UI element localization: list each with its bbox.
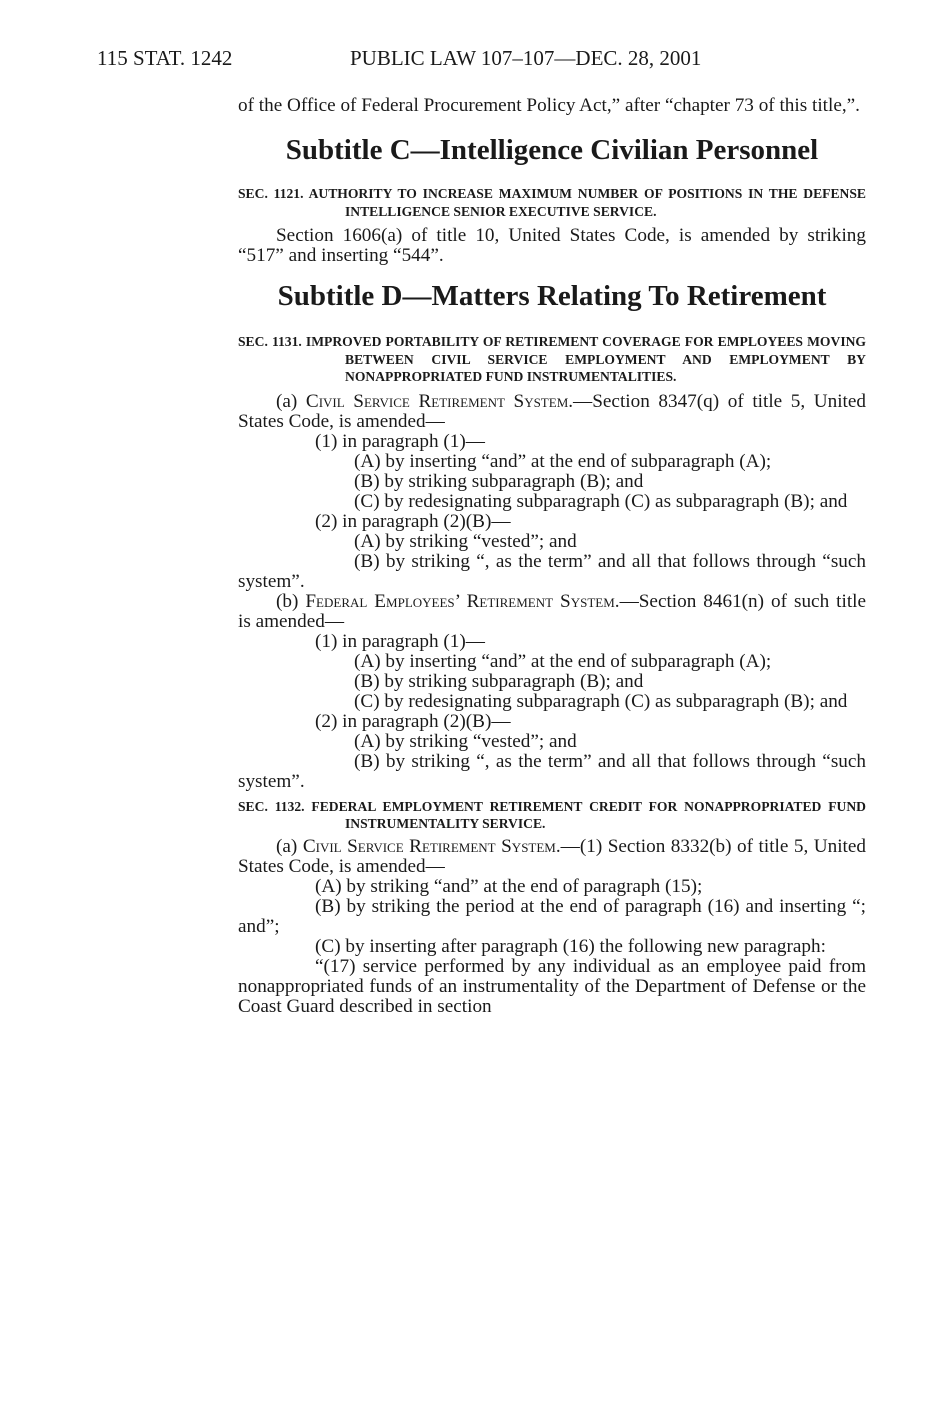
section-1131-subsection-b <box>238 592 866 632</box>
section-1132-subsection-a <box>238 837 866 877</box>
subsection-a-label: (a) <box>276 835 298 857</box>
section-1131-a-list <box>238 432 866 592</box>
list-item: (1) in paragraph (1)— <box>315 630 485 652</box>
list-item: (B) by striking subparagraph (B); and <box>354 670 644 692</box>
subsection-b-text: —Section 8461(n) of such title is amended— <box>238 590 866 632</box>
list-item: (B) by striking “, as the term” and all that follows through “such system”. <box>238 550 866 592</box>
list-item: (2) in paragraph (2)(B)— <box>315 710 511 732</box>
subsection-a-text: —Section 8347(q) of title 5, United States Code, is amended— <box>238 390 866 432</box>
intro-paragraph: of the Office of Federal Procurement Policy Act,” after “chapter 73 of this title,”. <box>238 95 860 116</box>
section-1132-list <box>238 877 866 1017</box>
list-item: (B) by striking subparagraph (B); and <box>354 470 644 492</box>
list-item: (A) by inserting “and” at the end of subparagraph (A); <box>354 450 772 472</box>
list-item: (B) by striking “, as the term” and all that follows through “such system”. <box>238 750 866 792</box>
section-1131-heading: SEC. 1131. IMPROVED PORTABILITY OF RETIREMENT COVERAGE FOR EMPLOYEES MOVING BETWEEN CIVIL SERVICE EMPLOYMENT AND EMPLOYMENT BY NONAPPROPRIATED FUND INSTRUMENTALITIES. <box>238 334 866 384</box>
page-number: 115 STAT. 1242 <box>97 46 233 70</box>
subsection-a-caption: Civil Service Retirement System. <box>305 390 574 412</box>
subsection-b-label: (b) <box>276 590 299 612</box>
list-item: (C) by redesignating subparagraph (C) as subparagraph (B); and <box>354 490 848 512</box>
list-item: (A) by striking “vested”; and <box>354 730 577 752</box>
subsection-b-caption: Federal Employees’ Retirement System. <box>305 590 620 612</box>
list-item: (A) by inserting “and” at the end of subparagraph (A); <box>354 650 772 672</box>
section-1121-heading: SEC. 1121. AUTHORITY TO INCREASE MAXIMUM NUMBER OF POSITIONS IN THE DEFENSE INTELLIGENCE SENIOR EXECUTIVE SERVICE. <box>238 186 866 219</box>
section-1121-text: Section 1606(a) of title 10, United States Code, is amended by striking “517” and inserting “544”. <box>238 225 866 266</box>
section-1131-subsection-a <box>238 392 866 432</box>
list-item: (B) by striking the period at the end of paragraph (16) and inserting “; and”; <box>238 895 866 937</box>
list-item: (A) by striking “vested”; and <box>354 530 577 552</box>
list-item: “(17) service performed by any individual as an employee paid from nonappropriated funds of an instrumentality of the Department of Defense or the Coast Guard described in section <box>238 955 866 1017</box>
list-item: (A) by striking “and” at the end of paragraph (15); <box>315 875 703 897</box>
subtitle-c-heading: Subtitle C—Intelligence Civilian Personnel <box>285 134 819 166</box>
subsection-a-caption: Civil Service Retirement System. <box>302 835 561 857</box>
list-item: (2) in paragraph (2)(B)— <box>315 510 511 532</box>
section-1132-heading: SEC. 1132. FEDERAL EMPLOYMENT RETIREMENT CREDIT FOR NONAPPROPRIATED FUND INSTRUMENTALITY SERVICE. <box>238 798 866 831</box>
subsection-a-text: —(1) Section 8332(b) of title 5, United States Code, is amended— <box>238 835 866 877</box>
page-body <box>238 96 866 1017</box>
list-item: (C) by redesignating subparagraph (C) as subparagraph (B); and <box>354 690 848 712</box>
list-item: (1) in paragraph (1)— <box>315 430 485 452</box>
subtitle-d-heading: Subtitle D—Matters Relating To Retirement <box>277 280 827 312</box>
subsection-a-label: (a) <box>276 390 298 412</box>
section-1131-b-list <box>238 632 866 792</box>
list-item: (C) by inserting after paragraph (16) the following new paragraph: <box>315 935 826 957</box>
law-title: PUBLIC LAW 107–107—DEC. 28, 2001 <box>350 46 702 70</box>
